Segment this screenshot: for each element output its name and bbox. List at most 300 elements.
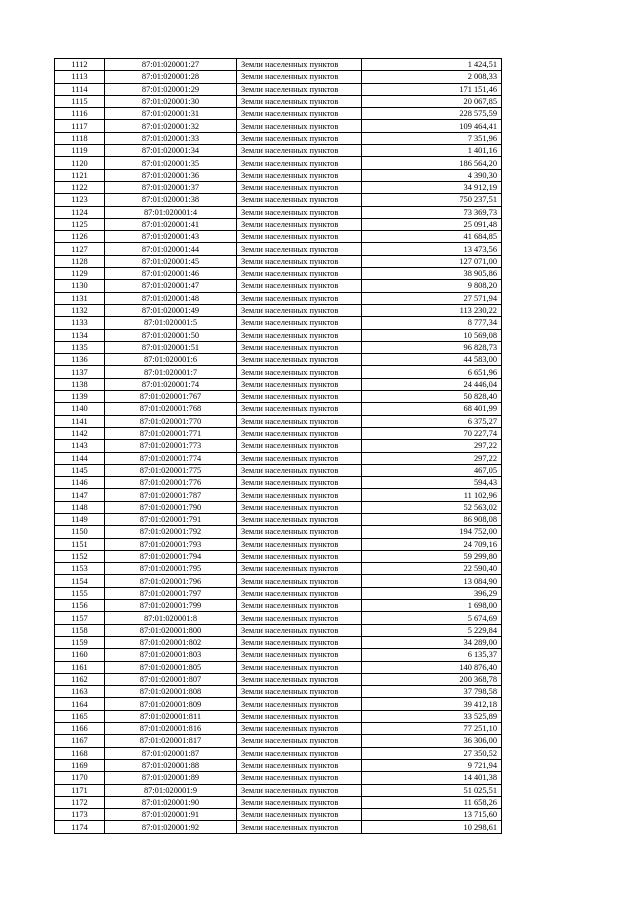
cadastral-value: 6 135,37 <box>362 649 502 661</box>
row-number: 1150 <box>55 526 105 538</box>
table-row <box>55 563 502 575</box>
land-category: Земли населенных пунктов <box>237 132 362 144</box>
land-category: Земли населенных пунктов <box>237 378 362 390</box>
cadastral-value: 13 473,56 <box>362 243 502 255</box>
table-row <box>55 452 502 464</box>
table-row <box>55 624 502 636</box>
table-row <box>55 796 502 808</box>
cadastral-number: 87:01:020001:46 <box>105 268 237 280</box>
land-category: Земли населенных пунктов <box>237 612 362 624</box>
cadastral-number: 87:01:020001:27 <box>105 59 237 71</box>
table-row <box>55 513 502 525</box>
row-number: 1140 <box>55 403 105 415</box>
table-row <box>55 464 502 476</box>
row-number: 1113 <box>55 71 105 83</box>
table-row <box>55 292 502 304</box>
cadastral-value: 297,22 <box>362 452 502 464</box>
cadastral-value: 8 777,34 <box>362 317 502 329</box>
row-number: 1162 <box>55 673 105 685</box>
table-row <box>55 526 502 538</box>
cadastral-number: 87:01:020001:775 <box>105 464 237 476</box>
table-body <box>55 59 502 834</box>
land-category: Земли населенных пунктов <box>237 292 362 304</box>
cadastral-number: 87:01:020001:5 <box>105 317 237 329</box>
row-number: 1126 <box>55 231 105 243</box>
cadastral-number: 87:01:020001:92 <box>105 821 237 833</box>
table-row <box>55 243 502 255</box>
cadastral-value: 27 571,94 <box>362 292 502 304</box>
table-row <box>55 649 502 661</box>
cadastral-number: 87:01:020001:90 <box>105 796 237 808</box>
cadastral-number: 87:01:020001:47 <box>105 280 237 292</box>
row-number: 1159 <box>55 636 105 648</box>
table-row <box>55 194 502 206</box>
cadastral-number: 87:01:020001:35 <box>105 157 237 169</box>
cadastral-value: 70 227,74 <box>362 427 502 439</box>
land-category: Земли населенных пунктов <box>237 477 362 489</box>
cadastral-number: 87:01:020001:41 <box>105 218 237 230</box>
cadastral-value: 9 808,20 <box>362 280 502 292</box>
cadastral-value: 34 289,00 <box>362 636 502 648</box>
cadastral-value: 200 368,78 <box>362 673 502 685</box>
land-category: Земли населенных пунктов <box>237 206 362 218</box>
cadastral-value: 50 828,40 <box>362 391 502 403</box>
land-category: Земли населенных пунктов <box>237 673 362 685</box>
row-number: 1158 <box>55 624 105 636</box>
table-row <box>55 354 502 366</box>
row-number: 1131 <box>55 292 105 304</box>
row-number: 1152 <box>55 550 105 562</box>
cadastral-value: 73 369,73 <box>362 206 502 218</box>
table-row <box>55 821 502 833</box>
land-category: Земли населенных пунктов <box>237 513 362 525</box>
land-category: Земли населенных пунктов <box>237 255 362 267</box>
land-category: Земли населенных пунктов <box>237 268 362 280</box>
cadastral-value: 96 828,73 <box>362 341 502 353</box>
table-row <box>55 538 502 550</box>
cadastral-number: 87:01:020001:776 <box>105 477 237 489</box>
row-number: 1172 <box>55 796 105 808</box>
cadastral-number: 87:01:020001:771 <box>105 427 237 439</box>
cadastral-number: 87:01:020001:787 <box>105 489 237 501</box>
cadastral-number: 87:01:020001:44 <box>105 243 237 255</box>
table-row <box>55 710 502 722</box>
row-number: 1174 <box>55 821 105 833</box>
cadastral-number: 87:01:020001:791 <box>105 513 237 525</box>
cadastral-value: 7 351,96 <box>362 132 502 144</box>
cadastral-number: 87:01:020001:7 <box>105 366 237 378</box>
land-category: Земли населенных пунктов <box>237 415 362 427</box>
land-category: Земли населенных пунктов <box>237 231 362 243</box>
cadastral-value: 52 563,02 <box>362 501 502 513</box>
row-number: 1120 <box>55 157 105 169</box>
row-number: 1157 <box>55 612 105 624</box>
cadastral-value: 1 424,51 <box>362 59 502 71</box>
cadastral-value: 36 306,00 <box>362 735 502 747</box>
row-number: 1153 <box>55 563 105 575</box>
cadastral-number: 87:01:020001:800 <box>105 624 237 636</box>
cadastral-value: 44 583,00 <box>362 354 502 366</box>
cadastral-value: 1 698,00 <box>362 600 502 612</box>
cadastral-value: 14 401,38 <box>362 772 502 784</box>
cadastral-number: 87:01:020001:790 <box>105 501 237 513</box>
row-number: 1144 <box>55 452 105 464</box>
table-row <box>55 366 502 378</box>
land-category: Земли населенных пунктов <box>237 427 362 439</box>
table-row <box>55 735 502 747</box>
cadastral-value: 1 401,16 <box>362 145 502 157</box>
cadastral-value: 20 067,85 <box>362 95 502 107</box>
table-row <box>55 317 502 329</box>
table-row <box>55 378 502 390</box>
table-row <box>55 120 502 132</box>
cadastral-number: 87:01:020001:767 <box>105 391 237 403</box>
row-number: 1112 <box>55 59 105 71</box>
row-number: 1173 <box>55 809 105 821</box>
cadastral-number: 87:01:020001:6 <box>105 354 237 366</box>
cadastral-value: 186 564,20 <box>362 157 502 169</box>
land-category: Земли населенных пунктов <box>237 821 362 833</box>
table-row <box>55 280 502 292</box>
cadastral-value: 297,22 <box>362 440 502 452</box>
row-number: 1166 <box>55 723 105 735</box>
cadastral-value: 38 905,86 <box>362 268 502 280</box>
row-number: 1141 <box>55 415 105 427</box>
cadastral-value: 68 401,99 <box>362 403 502 415</box>
cadastral-value: 171 151,46 <box>362 83 502 95</box>
cadastral-number: 87:01:020001:803 <box>105 649 237 661</box>
cadastral-number: 87:01:020001:30 <box>105 95 237 107</box>
land-category: Земли населенных пунктов <box>237 218 362 230</box>
table-row <box>55 83 502 95</box>
land-category: Земли населенных пунктов <box>237 59 362 71</box>
land-category: Земли населенных пунктов <box>237 341 362 353</box>
cadastral-value: 396,29 <box>362 587 502 599</box>
land-category: Земли населенных пунктов <box>237 710 362 722</box>
table-row <box>55 636 502 648</box>
cadastral-number: 87:01:020001:89 <box>105 772 237 784</box>
table-row <box>55 145 502 157</box>
row-number: 1142 <box>55 427 105 439</box>
cadastral-value: 22 590,40 <box>362 563 502 575</box>
table-row <box>55 341 502 353</box>
row-number: 1122 <box>55 181 105 193</box>
row-number: 1114 <box>55 83 105 95</box>
row-number: 1125 <box>55 218 105 230</box>
cadastral-value: 6 651,96 <box>362 366 502 378</box>
land-category: Земли населенных пунктов <box>237 723 362 735</box>
table-row <box>55 403 502 415</box>
cadastral-value: 228 575,59 <box>362 108 502 120</box>
land-category: Земли населенных пунктов <box>237 747 362 759</box>
table-row <box>55 501 502 513</box>
land-category: Земли населенных пунктов <box>237 501 362 513</box>
row-number: 1156 <box>55 600 105 612</box>
cadastral-number: 87:01:020001:794 <box>105 550 237 562</box>
cadastral-number: 87:01:020001:37 <box>105 181 237 193</box>
land-category: Земли населенных пунктов <box>237 526 362 538</box>
row-number: 1171 <box>55 784 105 796</box>
row-number: 1151 <box>55 538 105 550</box>
land-category: Земли населенных пунктов <box>237 624 362 636</box>
land-category: Земли населенных пунктов <box>237 587 362 599</box>
table-row <box>55 181 502 193</box>
land-category: Земли населенных пунктов <box>237 181 362 193</box>
cadastral-number: 87:01:020001:74 <box>105 378 237 390</box>
row-number: 1155 <box>55 587 105 599</box>
row-number: 1143 <box>55 440 105 452</box>
table-row <box>55 489 502 501</box>
table-row <box>55 108 502 120</box>
row-number: 1138 <box>55 378 105 390</box>
cadastral-number: 87:01:020001:87 <box>105 747 237 759</box>
row-number: 1168 <box>55 747 105 759</box>
land-category: Земли населенных пунктов <box>237 464 362 476</box>
cadastral-value: 594,43 <box>362 477 502 489</box>
cadastral-number: 87:01:020001:43 <box>105 231 237 243</box>
table-row <box>55 329 502 341</box>
row-number: 1160 <box>55 649 105 661</box>
table-row <box>55 95 502 107</box>
row-number: 1147 <box>55 489 105 501</box>
cadastral-value: 5 229,84 <box>362 624 502 636</box>
land-category: Земли населенных пунктов <box>237 83 362 95</box>
table-row <box>55 686 502 698</box>
row-number: 1124 <box>55 206 105 218</box>
row-number: 1161 <box>55 661 105 673</box>
land-category: Земли населенных пунктов <box>237 772 362 784</box>
cadastral-number: 87:01:020001:807 <box>105 673 237 685</box>
row-number: 1169 <box>55 759 105 771</box>
cadastral-value: 13 715,60 <box>362 809 502 821</box>
table-row <box>55 723 502 735</box>
cadastral-number: 87:01:020001:817 <box>105 735 237 747</box>
land-category: Земли населенных пунктов <box>237 354 362 366</box>
land-category: Земли населенных пунктов <box>237 784 362 796</box>
cadastral-value: 127 071,00 <box>362 255 502 267</box>
row-number: 1134 <box>55 329 105 341</box>
table-row <box>55 71 502 83</box>
cadastral-number: 87:01:020001:795 <box>105 563 237 575</box>
land-category: Земли населенных пунктов <box>237 759 362 771</box>
cadastral-value: 41 684,85 <box>362 231 502 243</box>
cadastral-value: 24 709,16 <box>362 538 502 550</box>
row-number: 1146 <box>55 477 105 489</box>
land-category: Земли населенных пунктов <box>237 698 362 710</box>
table-row <box>55 747 502 759</box>
row-number: 1116 <box>55 108 105 120</box>
land-category: Земли населенных пунктов <box>237 452 362 464</box>
cadastral-number: 87:01:020001:799 <box>105 600 237 612</box>
row-number: 1135 <box>55 341 105 353</box>
cadastral-number: 87:01:020001:770 <box>105 415 237 427</box>
land-category: Земли населенных пунктов <box>237 108 362 120</box>
cadastral-value: 194 752,00 <box>362 526 502 538</box>
table-row <box>55 206 502 218</box>
land-category: Земли населенных пунктов <box>237 194 362 206</box>
row-number: 1128 <box>55 255 105 267</box>
land-category: Земли населенных пунктов <box>237 538 362 550</box>
table-row <box>55 550 502 562</box>
land-category: Земли населенных пунктов <box>237 403 362 415</box>
cadastral-number: 87:01:020001:29 <box>105 83 237 95</box>
cadastral-number: 87:01:020001:793 <box>105 538 237 550</box>
land-category: Земли населенных пунктов <box>237 796 362 808</box>
row-number: 1145 <box>55 464 105 476</box>
land-category: Земли населенных пунктов <box>237 95 362 107</box>
cadastral-number: 87:01:020001:34 <box>105 145 237 157</box>
table-row <box>55 698 502 710</box>
table-row <box>55 477 502 489</box>
row-number: 1167 <box>55 735 105 747</box>
table-row <box>55 600 502 612</box>
land-category: Земли населенных пунктов <box>237 440 362 452</box>
cadastral-number: 87:01:020001:28 <box>105 71 237 83</box>
cadastral-value: 10 298,61 <box>362 821 502 833</box>
cadastral-value: 86 908,08 <box>362 513 502 525</box>
cadastral-number: 87:01:020001:797 <box>105 587 237 599</box>
row-number: 1129 <box>55 268 105 280</box>
row-number: 1165 <box>55 710 105 722</box>
cadastral-value: 750 237,51 <box>362 194 502 206</box>
cadastral-value: 10 569,08 <box>362 329 502 341</box>
table-row <box>55 59 502 71</box>
land-category: Земли населенных пунктов <box>237 649 362 661</box>
cadastral-number: 87:01:020001:31 <box>105 108 237 120</box>
cadastral-value-table <box>54 58 502 834</box>
row-number: 1133 <box>55 317 105 329</box>
land-category: Земли населенных пунктов <box>237 329 362 341</box>
cadastral-number: 87:01:020001:8 <box>105 612 237 624</box>
land-category: Земли населенных пунктов <box>237 304 362 316</box>
cadastral-number: 87:01:020001:32 <box>105 120 237 132</box>
row-number: 1139 <box>55 391 105 403</box>
row-number: 1118 <box>55 132 105 144</box>
land-category: Земли населенных пунктов <box>237 636 362 648</box>
cadastral-number: 87:01:020001:88 <box>105 759 237 771</box>
table-row <box>55 809 502 821</box>
row-number: 1117 <box>55 120 105 132</box>
cadastral-value: 24 446,04 <box>362 378 502 390</box>
row-number: 1115 <box>55 95 105 107</box>
cadastral-value: 11 658,26 <box>362 796 502 808</box>
row-number: 1127 <box>55 243 105 255</box>
row-number: 1149 <box>55 513 105 525</box>
table-row <box>55 427 502 439</box>
table-row <box>55 772 502 784</box>
row-number: 1154 <box>55 575 105 587</box>
land-category: Земли населенных пунктов <box>237 366 362 378</box>
cadastral-number: 87:01:020001:792 <box>105 526 237 538</box>
cadastral-value: 2 008,33 <box>362 71 502 83</box>
row-number: 1170 <box>55 772 105 784</box>
table-row <box>55 132 502 144</box>
cadastral-value: 140 876,40 <box>362 661 502 673</box>
cadastral-value: 51 025,51 <box>362 784 502 796</box>
cadastral-number: 87:01:020001:796 <box>105 575 237 587</box>
cadastral-value: 11 102,96 <box>362 489 502 501</box>
cadastral-number: 87:01:020001:49 <box>105 304 237 316</box>
row-number: 1136 <box>55 354 105 366</box>
cadastral-value: 39 412,18 <box>362 698 502 710</box>
cadastral-value: 34 912,19 <box>362 181 502 193</box>
cadastral-number: 87:01:020001:91 <box>105 809 237 821</box>
cadastral-number: 87:01:020001:9 <box>105 784 237 796</box>
land-category: Земли населенных пунктов <box>237 145 362 157</box>
table-row <box>55 255 502 267</box>
land-category: Земли населенных пунктов <box>237 686 362 698</box>
table-row <box>55 157 502 169</box>
table-row <box>55 169 502 181</box>
land-category: Земли населенных пунктов <box>237 391 362 403</box>
land-category: Земли населенных пунктов <box>237 243 362 255</box>
cadastral-value: 6 375,27 <box>362 415 502 427</box>
table-row <box>55 391 502 403</box>
land-category: Земли населенных пунктов <box>237 157 362 169</box>
table-row <box>55 575 502 587</box>
row-number: 1121 <box>55 169 105 181</box>
table-row <box>55 440 502 452</box>
table-row <box>55 304 502 316</box>
cadastral-number: 87:01:020001:51 <box>105 341 237 353</box>
land-category: Земли населенных пунктов <box>237 575 362 587</box>
cadastral-number: 87:01:020001:768 <box>105 403 237 415</box>
table-row <box>55 218 502 230</box>
row-number: 1123 <box>55 194 105 206</box>
cadastral-number: 87:01:020001:811 <box>105 710 237 722</box>
cadastral-number: 87:01:020001:774 <box>105 452 237 464</box>
cadastral-value: 4 390,30 <box>362 169 502 181</box>
land-category: Земли населенных пунктов <box>237 735 362 747</box>
cadastral-number: 87:01:020001:805 <box>105 661 237 673</box>
table-row <box>55 759 502 771</box>
cadastral-value: 25 091,48 <box>362 218 502 230</box>
land-category: Земли населенных пунктов <box>237 317 362 329</box>
cadastral-number: 87:01:020001:38 <box>105 194 237 206</box>
cadastral-value: 59 299,80 <box>362 550 502 562</box>
cadastral-number: 87:01:020001:773 <box>105 440 237 452</box>
cadastral-value: 109 464,41 <box>362 120 502 132</box>
table-row <box>55 268 502 280</box>
land-category: Земли населенных пунктов <box>237 809 362 821</box>
cadastral-number: 87:01:020001:4 <box>105 206 237 218</box>
cadastral-number: 87:01:020001:33 <box>105 132 237 144</box>
row-number: 1119 <box>55 145 105 157</box>
row-number: 1130 <box>55 280 105 292</box>
table-row <box>55 415 502 427</box>
land-category: Земли населенных пунктов <box>237 550 362 562</box>
cadastral-value: 13 084,90 <box>362 575 502 587</box>
land-category: Земли населенных пунктов <box>237 661 362 673</box>
cadastral-number: 87:01:020001:50 <box>105 329 237 341</box>
cadastral-number: 87:01:020001:48 <box>105 292 237 304</box>
land-category: Земли населенных пунктов <box>237 600 362 612</box>
table-row <box>55 673 502 685</box>
row-number: 1137 <box>55 366 105 378</box>
cadastral-value: 77 251,10 <box>362 723 502 735</box>
cadastral-number: 87:01:020001:802 <box>105 636 237 648</box>
cadastral-number: 87:01:020001:808 <box>105 686 237 698</box>
cadastral-value: 467,05 <box>362 464 502 476</box>
cadastral-number: 87:01:020001:45 <box>105 255 237 267</box>
row-number: 1132 <box>55 304 105 316</box>
cadastral-number: 87:01:020001:36 <box>105 169 237 181</box>
cadastral-value: 37 798,58 <box>362 686 502 698</box>
cadastral-value: 9 721,94 <box>362 759 502 771</box>
land-category: Земли населенных пунктов <box>237 563 362 575</box>
land-category: Земли населенных пунктов <box>237 169 362 181</box>
table-row <box>55 231 502 243</box>
